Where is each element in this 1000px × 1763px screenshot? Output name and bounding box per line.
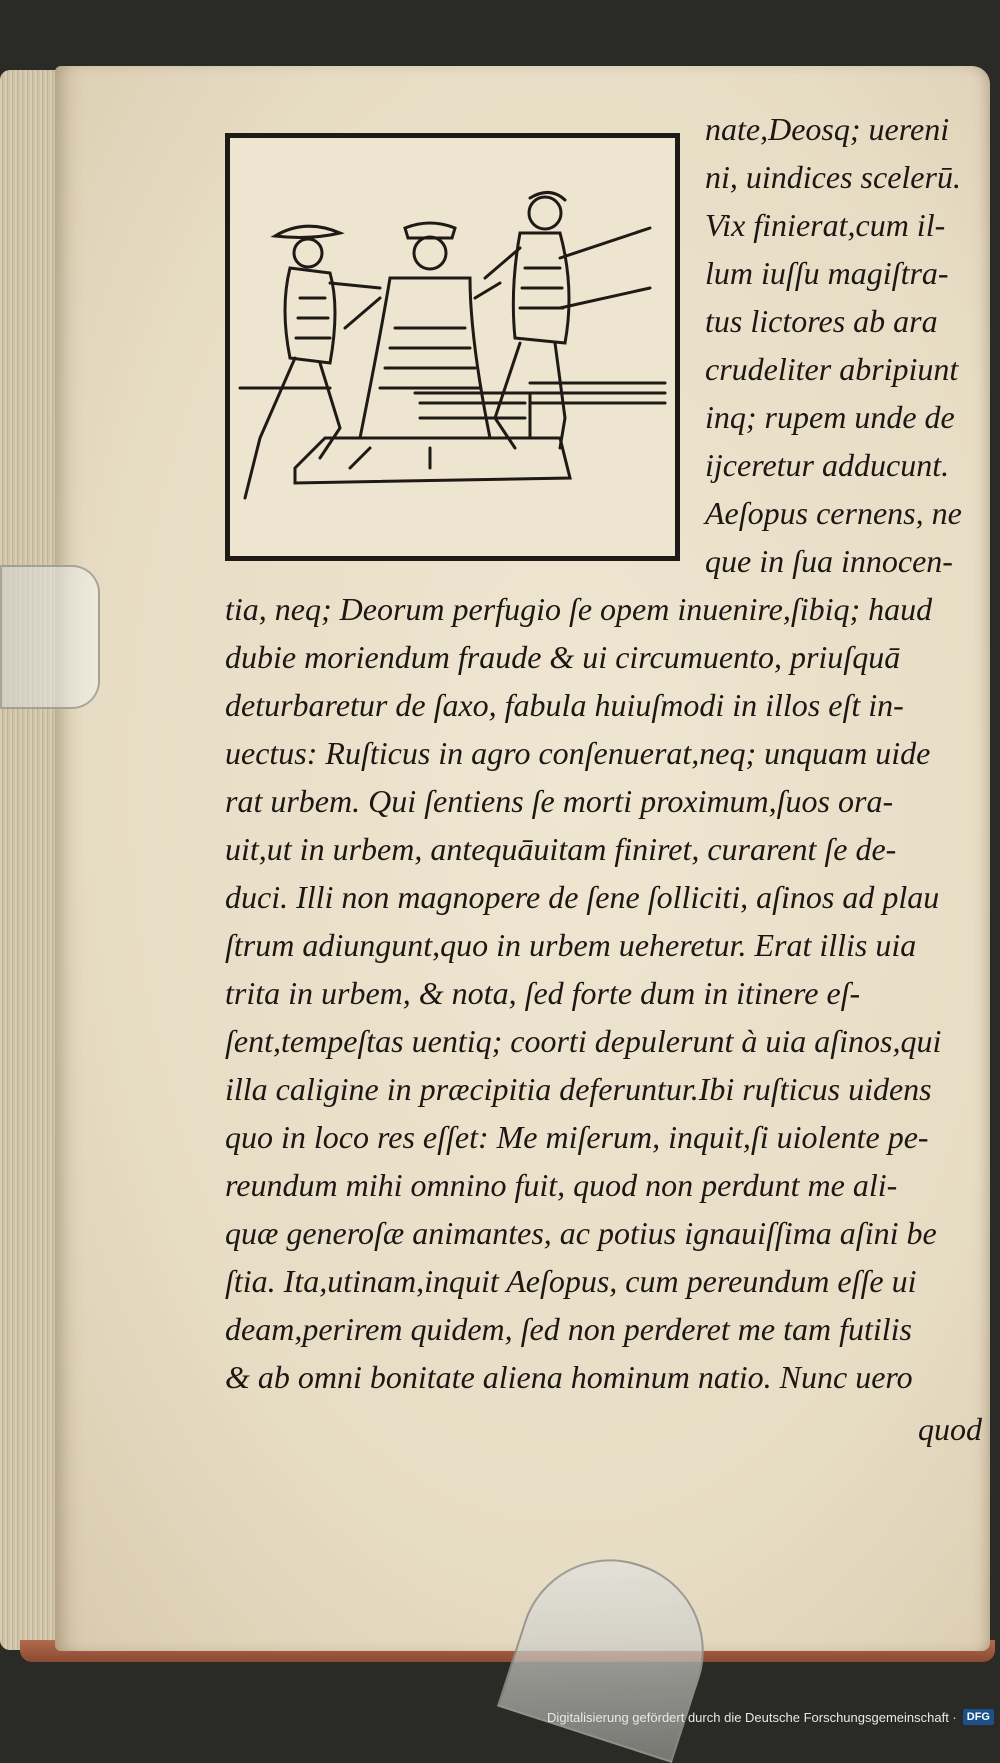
printed-text — [215, 105, 980, 1445]
text-line: ſent,tempeſtas uentiq; coorti depulerunt à uia aſinos,qui — [225, 1023, 942, 1059]
text-line: ſtrum adiungunt,quo in urbem ueheretur. Erat illis uia — [225, 927, 917, 963]
page-clamp-left — [0, 565, 100, 709]
text-line: rat urbem. Qui ſentiens ſe morti proximum,ſuos ora- — [225, 783, 894, 819]
text-line: ni, uindices scelerū. — [705, 159, 961, 195]
text-line: crudeliter abripiunt — [705, 351, 959, 387]
text-line: uectus: Ruſticus in agro conſenuerat,neq; unquam uide — [225, 735, 931, 771]
text-line: que in ſua innocen- — [705, 543, 953, 579]
text-line: ijceretur adducunt. — [705, 447, 950, 483]
text-line: quæ generoſæ animantes, ac potius ignauiſſima aſini be — [225, 1215, 937, 1251]
text-line: Vix finierat,cum il- — [705, 207, 946, 243]
text-line: reundum mihi omnino fuit, quod non perdunt me ali- — [225, 1167, 898, 1203]
digitization-credit — [547, 1706, 994, 1728]
credit-text: Digitalisierung gefördert durch die Deutsche Forschungsgemeinschaft · — [547, 1709, 957, 1725]
text-line: quo in loco res eſſet: Me miſerum, inquit,ſi uiolente pe- — [225, 1119, 929, 1155]
text-line: uit,ut in urbem, antequāuitam finiret, curarent ſe de- — [225, 831, 897, 867]
text-line: tus lictores ab ara — [705, 303, 938, 339]
text-line: illa caligine in præcipitia deferuntur.Ibi ruſticus uidens — [225, 1071, 932, 1107]
text-line: duci. Illi non magnopere de ſene ſolliciti, aſinos ad plau — [225, 879, 940, 915]
text-line: dubie moriendum fraude & ui circumuento, priuſquā — [225, 639, 901, 675]
text-line: trita in urbem, & nota, ſed forte dum in itinere eſ- — [225, 975, 861, 1011]
text-line: tia, neq; Deorum perfugio ſe opem inuenire,ſibiq; haud — [225, 591, 933, 627]
text-line: inq; rupem unde de — [705, 399, 955, 435]
text-line: & ab omni bonitate aliena hominum natio. Nunc uero — [225, 1359, 913, 1395]
text-line: deam,perirem quidem, ſed non perderet me tam futilis — [225, 1311, 912, 1347]
text-line: Aeſopus cernens, ne — [705, 495, 962, 531]
text-line: nate,Deosq; uereni — [705, 111, 950, 147]
text-line: lum iuſſu magiſtra- — [705, 255, 949, 291]
text-line: deturbaretur de ſaxo, fabula huiuſmodi in illos eſt in- — [225, 687, 904, 723]
catchword: quod — [918, 1411, 982, 1447]
text-line: ſtia. Ita,utinam,inquit Aeſopus, cum pereundum eſſe ui — [225, 1263, 917, 1299]
dfg-logo: DFG — [963, 1709, 994, 1725]
